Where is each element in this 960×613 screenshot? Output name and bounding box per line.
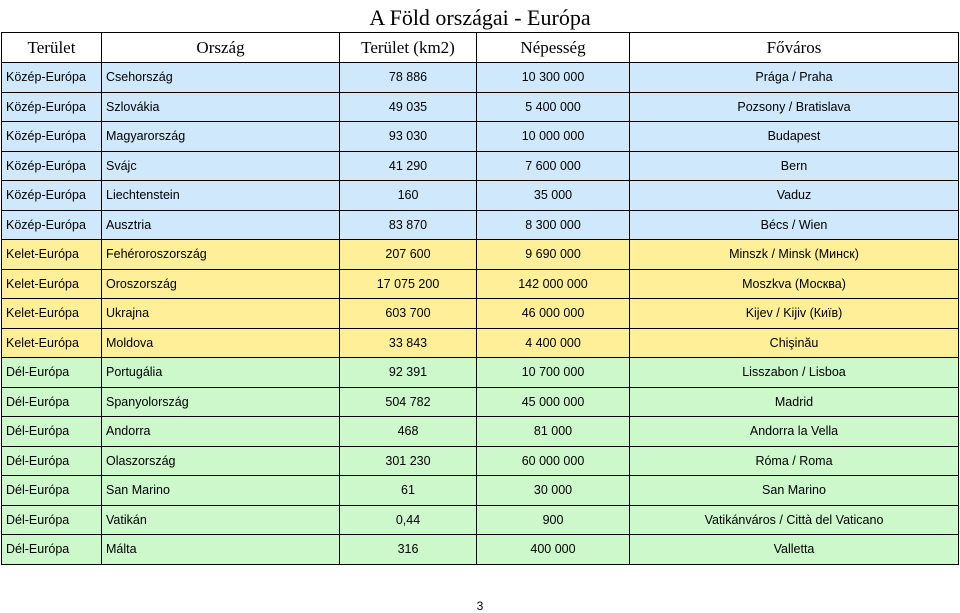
- cell-population: 60 000 000: [477, 446, 630, 476]
- table-row: [2, 269, 959, 299]
- cell-capital: Bécs / Wien: [630, 210, 959, 240]
- cell-area: 49 035: [340, 92, 477, 122]
- cell-region: Közép-Európa: [2, 63, 102, 93]
- cell-population: 400 000: [477, 535, 630, 565]
- cell-area: 78 886: [340, 63, 477, 93]
- cell-capital: Valletta: [630, 535, 959, 565]
- cell-area: 92 391: [340, 358, 477, 388]
- cell-region: Kelet-Európa: [2, 269, 102, 299]
- table-row: [2, 240, 959, 270]
- cell-capital: Pozsony / Bratislava: [630, 92, 959, 122]
- cell-population: 5 400 000: [477, 92, 630, 122]
- header-country: Ország: [102, 33, 340, 63]
- header-capital: Főváros: [630, 33, 959, 63]
- cell-region: Dél-Európa: [2, 505, 102, 535]
- cell-capital: Róma / Roma: [630, 446, 959, 476]
- cell-capital: Kijev / Kijiv (Київ): [630, 299, 959, 329]
- cell-region: Kelet-Európa: [2, 240, 102, 270]
- cell-population: 10 000 000: [477, 122, 630, 152]
- cell-capital: Andorra la Vella: [630, 417, 959, 447]
- cell-country: Portugália: [102, 358, 340, 388]
- cell-region: Közép-Európa: [2, 210, 102, 240]
- cell-capital: Madrid: [630, 387, 959, 417]
- cell-country: Liechtenstein: [102, 181, 340, 211]
- cell-population: 30 000: [477, 476, 630, 506]
- cell-region: Dél-Európa: [2, 358, 102, 388]
- cell-region: Közép-Európa: [2, 181, 102, 211]
- header-population: Népesség: [477, 33, 630, 63]
- cell-country: Svájc: [102, 151, 340, 181]
- cell-capital: Vatikánváros / Città del Vaticano: [630, 505, 959, 535]
- cell-area: 504 782: [340, 387, 477, 417]
- table-row: [2, 387, 959, 417]
- table-row: [2, 92, 959, 122]
- cell-region: Közép-Európa: [2, 92, 102, 122]
- cell-area: 0,44: [340, 505, 477, 535]
- table-row: [2, 151, 959, 181]
- header-area: Terület (km2): [340, 33, 477, 63]
- document-title: A Föld országai - Európa: [369, 5, 591, 30]
- cell-capital: Moszkva (Москва): [630, 269, 959, 299]
- cell-capital: Bern: [630, 151, 959, 181]
- cell-country: Szlovákia: [102, 92, 340, 122]
- cell-population: 35 000: [477, 181, 630, 211]
- cell-population: 81 000: [477, 417, 630, 447]
- cell-area: 41 290: [340, 151, 477, 181]
- table-row: [2, 535, 959, 565]
- cell-country: San Marino: [102, 476, 340, 506]
- cell-capital: Minszk / Minsk (Минск): [630, 240, 959, 270]
- cell-population: 4 400 000: [477, 328, 630, 358]
- cell-population: 10 300 000: [477, 63, 630, 93]
- page-number: 3: [476, 599, 484, 613]
- table-row: [2, 210, 959, 240]
- cell-country: Moldova: [102, 328, 340, 358]
- table-row: [2, 358, 959, 388]
- cell-population: 142 000 000: [477, 269, 630, 299]
- cell-region: Kelet-Európa: [2, 299, 102, 329]
- cell-region: Dél-Európa: [2, 535, 102, 565]
- cell-country: Málta: [102, 535, 340, 565]
- cell-region: Közép-Európa: [2, 151, 102, 181]
- cell-country: Fehéroroszország: [102, 240, 340, 270]
- cell-area: 301 230: [340, 446, 477, 476]
- cell-region: Kelet-Európa: [2, 328, 102, 358]
- cell-population: 7 600 000: [477, 151, 630, 181]
- cell-region: Dél-Európa: [2, 417, 102, 447]
- cell-country: Ausztria: [102, 210, 340, 240]
- cell-country: Oroszország: [102, 269, 340, 299]
- cell-country: Andorra: [102, 417, 340, 447]
- cell-region: Dél-Európa: [2, 387, 102, 417]
- cell-capital: San Marino: [630, 476, 959, 506]
- cell-country: Magyarország: [102, 122, 340, 152]
- cell-region: Dél-Európa: [2, 446, 102, 476]
- table-header-row: [2, 33, 959, 63]
- cell-country: Ukrajna: [102, 299, 340, 329]
- table-row: [2, 328, 959, 358]
- table-row: [2, 505, 959, 535]
- cell-area: 207 600: [340, 240, 477, 270]
- cell-capital: Chişinău: [630, 328, 959, 358]
- cell-area: 83 870: [340, 210, 477, 240]
- cell-area: 603 700: [340, 299, 477, 329]
- table-row: [2, 417, 959, 447]
- cell-area: 17 075 200: [340, 269, 477, 299]
- cell-region: Dél-Európa: [2, 476, 102, 506]
- cell-area: 160: [340, 181, 477, 211]
- cell-area: 33 843: [340, 328, 477, 358]
- cell-capital: Prága / Praha: [630, 63, 959, 93]
- table-row: [2, 476, 959, 506]
- cell-country: Olaszország: [102, 446, 340, 476]
- cell-capital: Budapest: [630, 122, 959, 152]
- countries-table: [1, 32, 959, 565]
- cell-population: 9 690 000: [477, 240, 630, 270]
- header-region: Terület: [2, 33, 102, 63]
- cell-country: Spanyolország: [102, 387, 340, 417]
- cell-country: Vatikán: [102, 505, 340, 535]
- cell-population: 8 300 000: [477, 210, 630, 240]
- table-row: [2, 122, 959, 152]
- table-row: [2, 63, 959, 93]
- cell-region: Közép-Európa: [2, 122, 102, 152]
- table-row: [2, 299, 959, 329]
- cell-area: 468: [340, 417, 477, 447]
- cell-area: 93 030: [340, 122, 477, 152]
- table-row: [2, 446, 959, 476]
- cell-population: 900: [477, 505, 630, 535]
- table-body: [2, 63, 959, 565]
- cell-capital: Vaduz: [630, 181, 959, 211]
- cell-country: Csehország: [102, 63, 340, 93]
- cell-area: 61: [340, 476, 477, 506]
- cell-population: 46 000 000: [477, 299, 630, 329]
- cell-population: 45 000 000: [477, 387, 630, 417]
- cell-population: 10 700 000: [477, 358, 630, 388]
- table-row: [2, 181, 959, 211]
- cell-capital: Lisszabon / Lisboa: [630, 358, 959, 388]
- cell-area: 316: [340, 535, 477, 565]
